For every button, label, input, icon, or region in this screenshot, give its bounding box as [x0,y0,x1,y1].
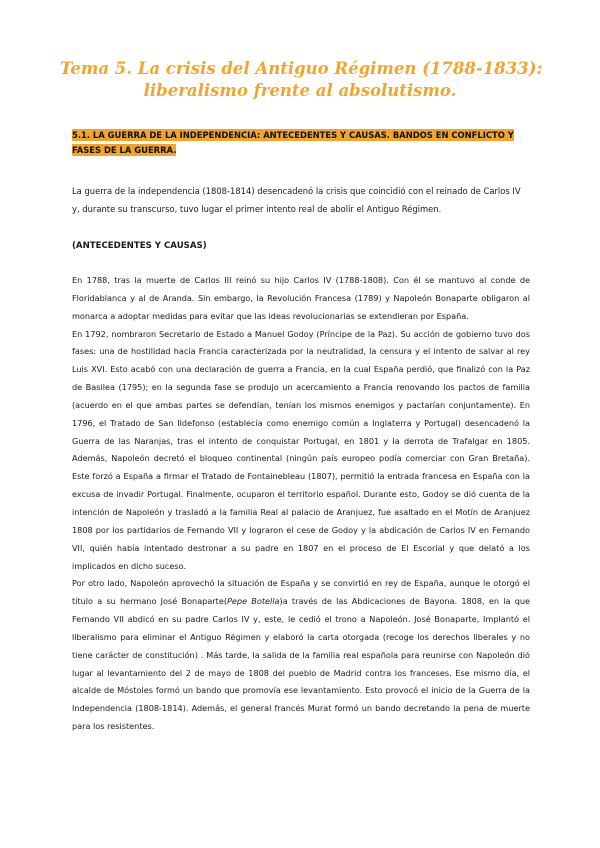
paragraph-1: En 1788, tras la muerte de Carlos III reinó su hijo Carlos IV (1788-1808). Con él se mantuvo al conde de Floridablanca y al de Aranda. Sin embargo, la Revolución Francesa (1789) y Napoleón Bonaparte obligaron al monarca a adoptar medidas para evitar que las ideas revolucionarias se extendieran por España. [72,275,530,321]
paragraph-3-end: )a través de las Abdicaciones de Bayona. 1808, en la que Fernando VII abdicó en su padre Carlos IV y, este, le cedió el trono a Napoleón. José Bonaparte, Implantó el liberalismo para eliminar el Antiguo Régimen y elaboró la carta otorgada (recoge los derechos liberales y no tiene carácter de constitución) . Más tarde, la salida de la familia real española para reunirse con Napoleón dió lugar al levantamiento del 2 de mayo de 1808 del pueblo de Madrid contra los franceses. Ese mismo día, el alcalde de Móstoles formó un bando que promovía ese levantamiento. Esto provocó el inicio de la Guerra de la Independencia (1808-1814). Además, el general francés Murat formó un bando decretando la pena de muerte para los resistentes. [72,596,530,732]
title-line-2: liberalismo frente al absolutismo. [143,81,457,100]
paragraph-3-start: Por otro lado, Napoleón aprovechó la situación de España y se convirtió en rey de España, aunque le otorgó el título a su hermano José Bonaparte( [72,578,530,607]
intro-paragraph: La guerra de la independencia (1808-1814) desencadenó la crisis que coincidió con el reinado de Carlos IV y, durante su transcurso, tuvo lugar el primer intento real de abolir el Antiguo Régimen. [72,186,521,214]
section-heading-text: 5.1. LA GUERRA DE LA INDEPENDENCIA: ANTECEDENTES Y CAUSAS. BANDOS EN CONFLICTO Y FASES DE LA GUERRA. [72,130,514,155]
paragraph-2: En 1792, nombraron Secretario de Estado a Manuel Godoy (Príncipe de la Paz). Su acción de gobierno tuvo dos fases: una de hostilidad hacia Francia caracterizada por la neutralidad, la censura y el intento de salvar al rey Luis XVI. Esto acabó con una declaración de guerra a Francia, en la cual España perdió, que finalizó con la Paz de Basilea (1795); en la segunda fase se produjo un acercamiento a Francia renovando los pactos de familia (acuerdo en el que ambas partes se defendían, tenían los mismos enemigos y pactarían conjuntamente). En 1796, el Tratado de San Ildefonso (establecía como enemigo común a Inglaterra y Portugal) desencadenó la Guerra de las Naranjas, tras el intento de conquistar Portugal, en 1801 y la derrota de Trafalgar en 1805. Además, Napoleón decretó el bloqueo continental (ningún país europeo podía comerciar con Gran Bretaña). Este forzó a España a firmar el Tratado de Fontainebleau (1807), permitió la entrada francesa en España con la excusa de invadir Portugal. Finalmente, ocuparon el territorio español. Durante esto, Godoy se dió cuenta de la intención de Napoleón y trasladó a la familia Real al palacio de Aranjuez, fue asaltado en el Motín de Aranjuez 1808 por los partidarios de Fernando VII y lograron el cese de Godoy y la abdicación de Carlos IV en Fernando VII, quién había intentado destronar a su padre en 1807 en el proceso de El Escorial y que delató a los implicados en dicho suceso. [72,328,530,571]
page-title [60,58,543,102]
section-heading [72,128,530,158]
body-text [72,272,530,736]
title-line-1: Tema 5. La crisis del Antiguo Régimen (1788-1833): [60,59,543,78]
paragraph-3-nickname: Pepe Botella [227,596,280,607]
paragraph-3 [72,575,530,736]
subheading: (ANTECEDENTES Y CAUSAS) [72,241,207,251]
